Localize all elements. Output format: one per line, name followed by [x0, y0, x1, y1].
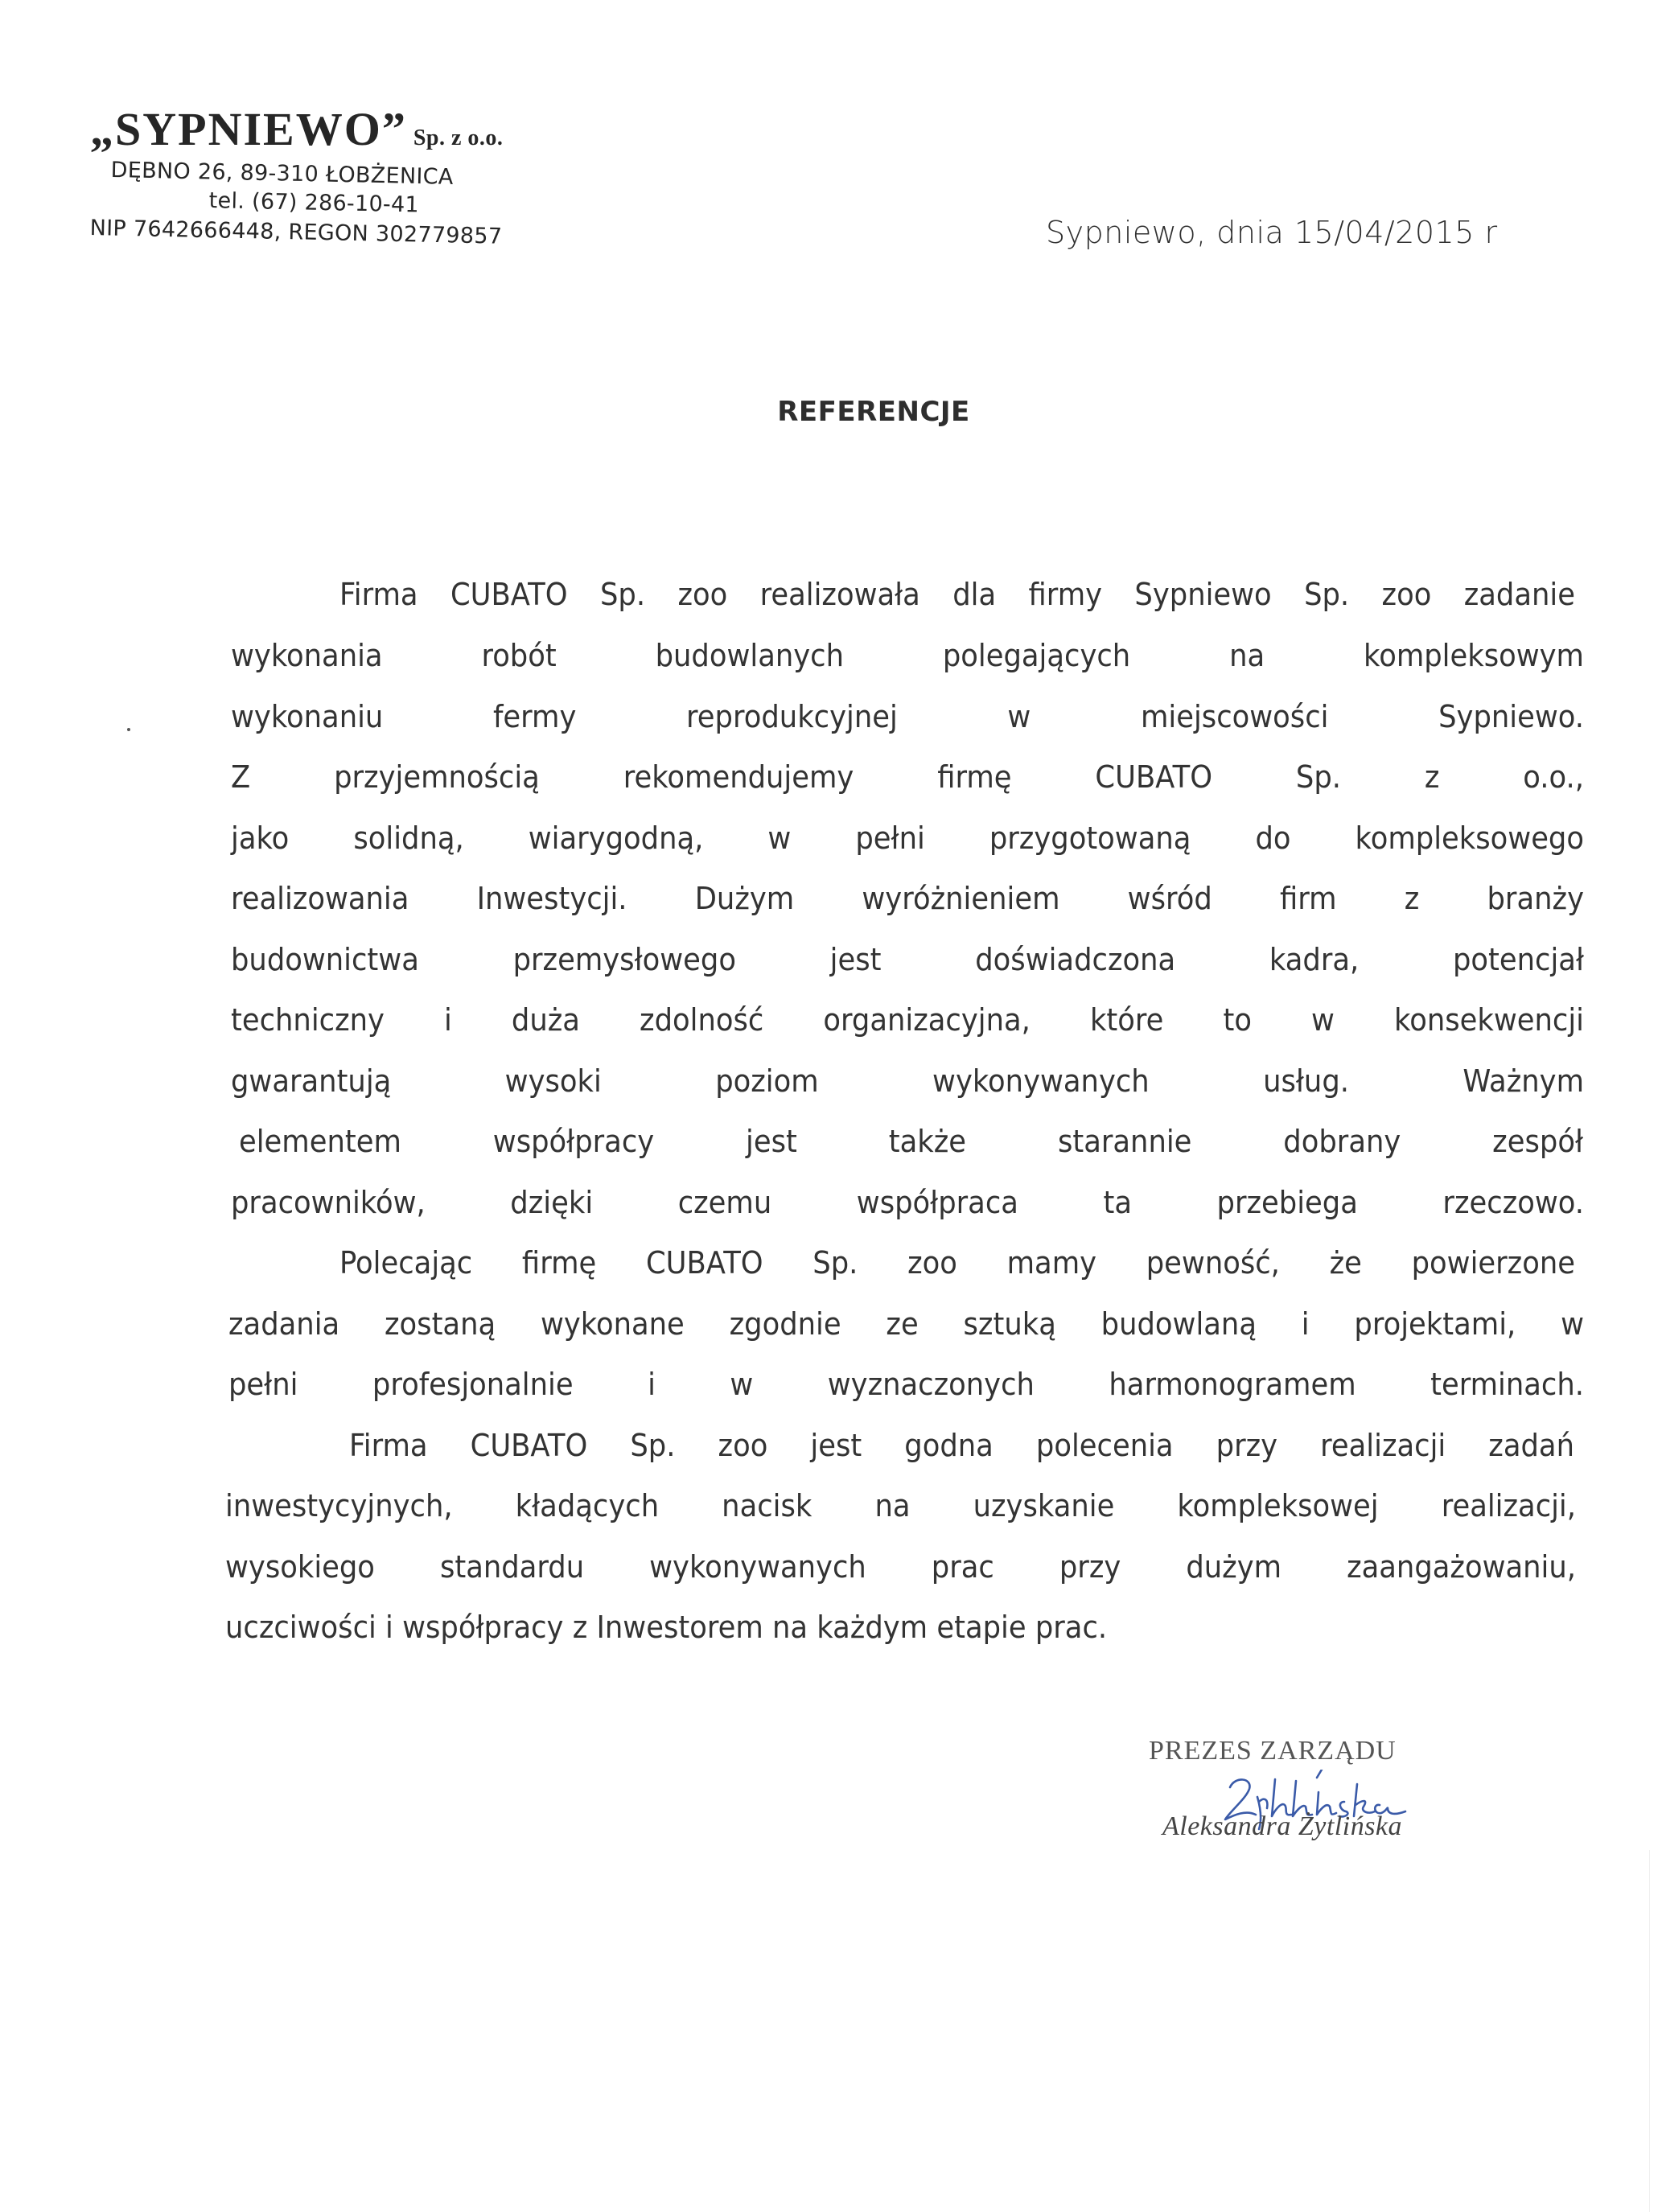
body-line: Firma CUBATO Sp. zoo realizowała dla firmy Sypniewo Sp. zoo zadanie: [339, 577, 1575, 612]
body-line: jako solidną, wiarygodną, w pełni przygotowaną do kompleksowego: [231, 820, 1584, 856]
body-line: elementem współpracy jest także starannie dobrany zespół: [239, 1124, 1583, 1159]
body-line: inwestycyjnych, kładących nacisk na uzyskanie kompleksowej realizacji,: [225, 1488, 1576, 1523]
body-line: wysokiego standardu wykonywanych prac przy dużym zaangażowaniu,: [225, 1549, 1576, 1585]
body-line: zadania zostaną wykonane zgodnie ze sztuką budowlaną i projektami, w: [228, 1306, 1584, 1342]
body-line: budownictwa przemysłowego jest doświadczona kadra, potencjał: [231, 942, 1584, 977]
body-line: Z przyjemnością rekomendujemy firmę CUBATO Sp. z o.o.,: [231, 759, 1584, 795]
body-line: pracowników, dzięki czemu współpraca ta przebiega rzeczowo.: [231, 1185, 1584, 1220]
stamp-legal-form: Sp. z o.o.: [413, 125, 504, 150]
document-title: REFERENCJE: [777, 396, 970, 428]
signatory-name: Aleksandra Żytlińska: [1162, 1811, 1403, 1841]
body-line: Polecając firmę CUBATO Sp. zoo mamy pewność, że powierzone: [339, 1245, 1575, 1281]
stamp-address: DĘBNO 26, 89-310 ŁOBŻENICA: [110, 158, 454, 190]
stamp-registry: NIP 7642666448, REGON 302779857: [89, 216, 503, 249]
stamp-phone: tel. (67) 286-10-41: [208, 188, 420, 218]
stamp-name-row: [90, 103, 504, 155]
scan-edge-line: [1649, 1850, 1650, 2212]
stamp-company-name: „SYPNIEWO”: [90, 103, 407, 155]
body-line: realizowania Inwestycji. Dużym wyróżnieniem wśród firm z branży: [231, 881, 1584, 916]
body-line: techniczny i duża zdolność organizacyjna, które to w konsekwencji: [231, 1002, 1584, 1038]
body-line: wykonaniu fermy reprodukcyjnej w miejscowości Sypniewo.: [231, 699, 1584, 734]
body-line: gwarantują wysoki poziom wykonywanych usług. Ważnym: [231, 1063, 1584, 1099]
body-line: Firma CUBATO Sp. zoo jest godna polecenia przy realizacji zadań: [349, 1428, 1574, 1463]
scan-speck: [127, 728, 130, 731]
body-line: wykonania robót budowlanych polegających na kompleksowym: [231, 638, 1584, 673]
body-line: uczciwości i współpracy z Inwestorem na każdym etapie prac.: [225, 1610, 1108, 1645]
date-line: Sypniewo, dnia 15/04/2015 r: [1046, 215, 1498, 250]
signatory-role: PREZES ZARZĄDU: [1149, 1736, 1397, 1766]
body-line: pełni profesjonalnie i w wyznaczonych harmonogramem terminach.: [228, 1367, 1584, 1402]
